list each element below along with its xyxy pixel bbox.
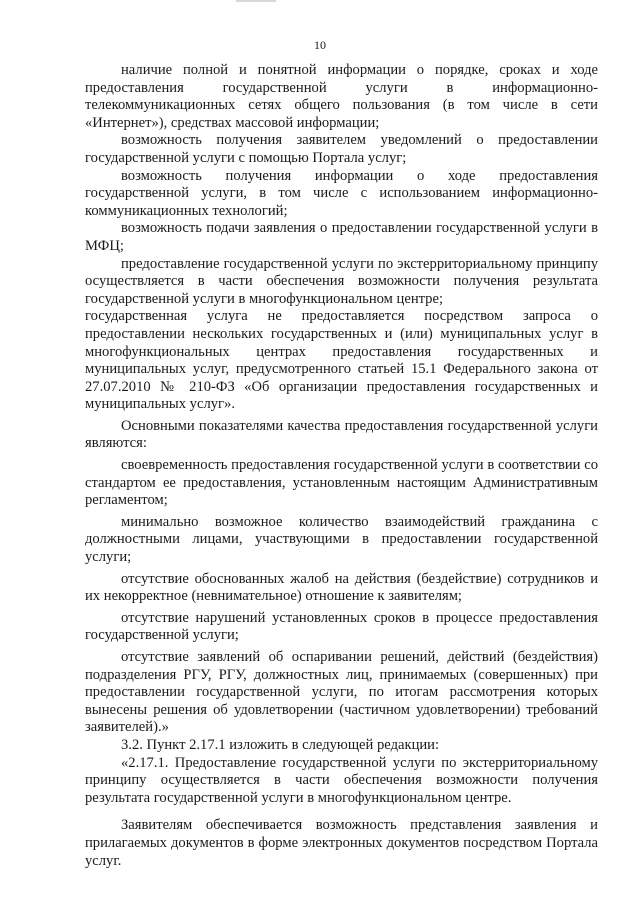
paragraph: наличие полной и понятной информации о порядке, сроках и ходе предоставления государственной услуги в информационно-телекоммуникационных сетях общего пользования (в том числе в сети «Интернет»), средствах массовой информации; — [85, 62, 598, 131]
page-number: 10 — [314, 38, 326, 52]
paragraph: Заявителям обеспечивается возможность представления заявления и прилагаемых документов в форме электронных документов посредством Портала услуг. — [85, 817, 598, 869]
paragraph: Основными показателями качества предоставления государственной услуги являются: — [85, 417, 598, 452]
document-body — [85, 62, 598, 870]
paragraph: своевременность предоставления государственной услуги в соответствии со стандартом ее предоставления, установленным настоящим Административным регламентом; — [85, 457, 598, 509]
paragraph: отсутствие нарушений установленных сроков в процессе предоставления государственной услуги; — [85, 609, 598, 644]
paragraph: 3.2. Пункт 2.17.1 изложить в следующей редакции: — [121, 736, 440, 753]
scan-artifact — [236, 0, 276, 2]
paragraph: предоставление государственной услуги по экстерриториальному принципу осуществляется в части обеспечения возможности получения результата государственной услуги в многофункциональном центре; — [85, 255, 598, 307]
paragraph: отсутствие заявлений об оспаривании решений, действий (бездействия) подразделения РГУ, РГУ, должностных лиц, принимаемых (совершенных) при предоставлении государственной услуги, по итогам рассмотрения которых вынесены решения об удовлетворении (частичном удовлетворении) требований заявителей).» — [85, 649, 598, 736]
paragraph: «2.17.1. Предоставление государственной услуги по экстерриториальному принципу осуществляется в части обеспечения возможности получения результата государственной услуги в многофункциональном центре. — [85, 754, 598, 806]
paragraph: возможность получения заявителем уведомлений о предоставлении государственной услуги с помощью Портала услуг; — [85, 132, 598, 166]
paragraph: возможность получения информации о ходе предоставления государственной услуги, в том числе с использованием информационно-коммуникационных технологий; — [85, 167, 598, 219]
paragraph: возможность подачи заявления о предоставлении государственной услуги в МФЦ; — [85, 220, 598, 254]
paragraph: государственная услуга не предоставляется посредством запроса о предоставлении нескольких государственных и (или) муниципальных услуг в многофункциональных центрах предоставления государственных и муниципальных услуг, предусмотренного статьей 15.1 Федерального закона от 27.07.2010 № 210-ФЗ «Об организации предоставления государственных и муниципальных услуг». — [85, 308, 598, 413]
paragraph: отсутствие обоснованных жалоб на действия (бездействие) сотрудников и их некорректное (невнимательное) отношение к заявителям; — [85, 570, 598, 605]
paragraph: минимально возможное количество взаимодействий гражданина с должностными лицами, участвующими в предоставлении государственной услуги; — [85, 513, 598, 566]
